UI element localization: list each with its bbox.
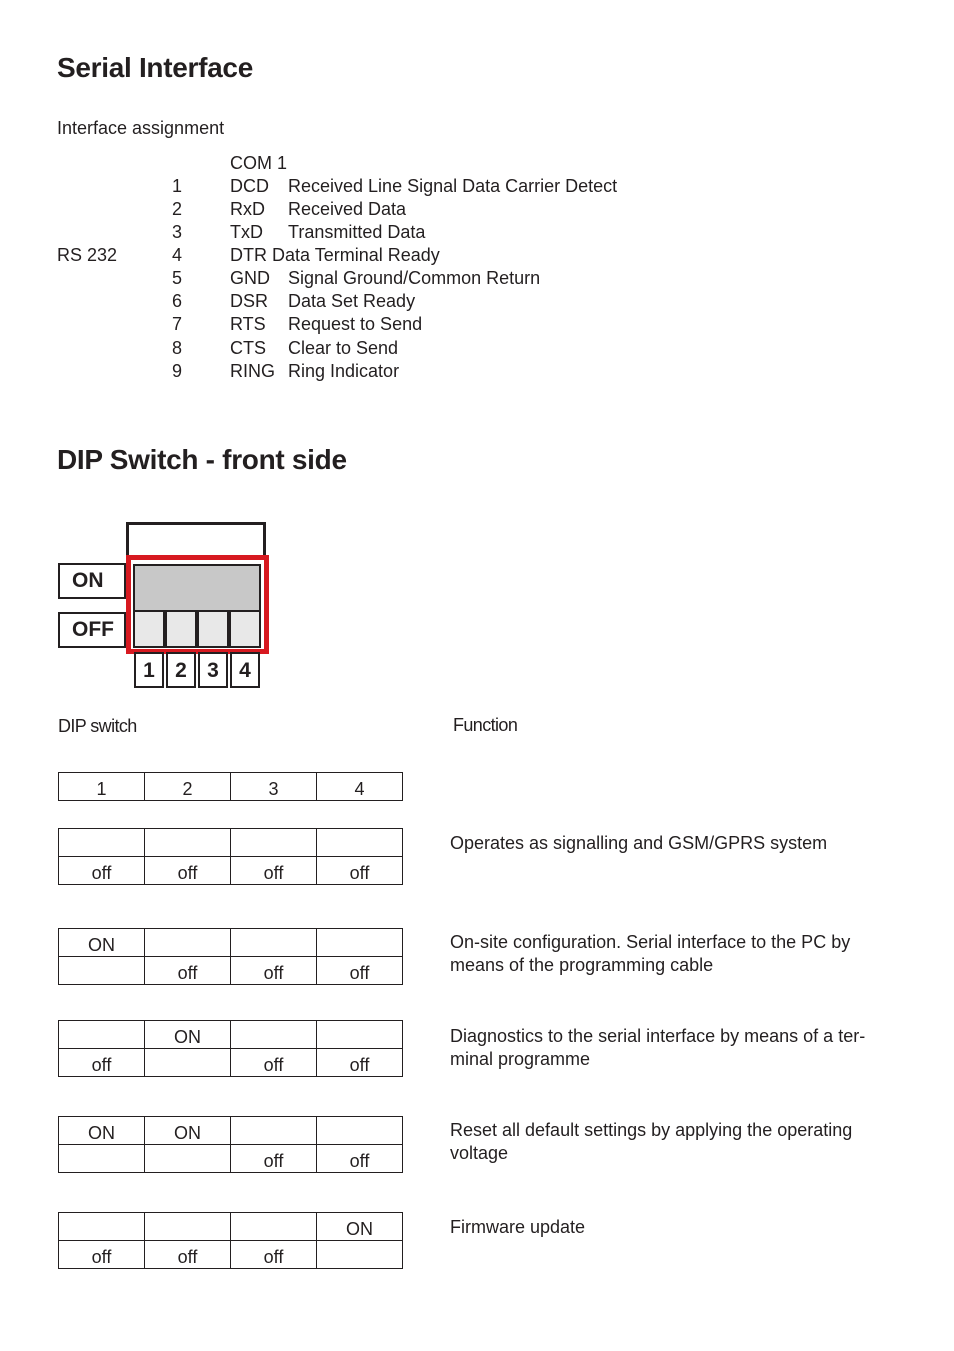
off-cell: off xyxy=(59,1049,145,1077)
header-cell: 3 xyxy=(231,773,317,801)
off-cell: off xyxy=(231,957,317,985)
pin-signal: GND xyxy=(230,268,270,288)
off-cell: off xyxy=(317,857,403,885)
function-description: Firmware update xyxy=(450,1217,586,1237)
header-cell: 4 xyxy=(317,773,403,801)
on-cell xyxy=(317,929,403,957)
off-cell: off xyxy=(317,1049,403,1077)
pin-number: 6 xyxy=(172,291,183,311)
off-cell: off xyxy=(317,957,403,985)
switch-number-header xyxy=(58,772,403,801)
port-label: COM 1 xyxy=(230,153,288,173)
dip-slot xyxy=(165,610,197,648)
pin-number: 1 xyxy=(172,176,183,196)
function-description: Diagnostics to the serial interface by means of a ter-minal programme xyxy=(450,1026,866,1069)
pin-signal: DSR xyxy=(230,291,269,311)
pin-signal: RTS xyxy=(230,314,266,334)
off-label: OFF xyxy=(58,612,126,648)
off-cell: off xyxy=(145,957,231,985)
on-cell: ON xyxy=(317,1213,403,1241)
function-description: On-site configuration. Serial interface to the PC by means of the programming cable xyxy=(450,932,851,975)
off-cell: off xyxy=(145,857,231,885)
pin-description: Received Line Signal Data Carrier Detect xyxy=(288,176,618,196)
switch-number: 1 xyxy=(134,652,164,688)
off-cell: off xyxy=(231,1145,317,1173)
dip-switch-title: DIP Switch - front side xyxy=(57,444,347,475)
on-cell xyxy=(59,1021,145,1049)
pin-signal: RxD xyxy=(230,199,265,219)
function-description: Reset all default settings by applying the operating voltage xyxy=(450,1120,853,1163)
on-cell: ON xyxy=(59,929,145,957)
function-description: Operates as signalling and GSM/GPRS system xyxy=(450,833,828,853)
pin-number: 4 xyxy=(172,245,183,265)
pin-description: Transmitted Data xyxy=(288,222,426,242)
pin-signal: DTR Data Terminal Ready xyxy=(230,245,440,265)
pin-description: Ring Indicator xyxy=(288,361,400,381)
header-cell: 1 xyxy=(59,773,145,801)
switch-config-table xyxy=(58,1116,403,1173)
on-cell xyxy=(59,829,145,857)
on-cell: ON xyxy=(145,1117,231,1145)
on-cell xyxy=(231,1213,317,1241)
interface-assignment-label: Interface assignment xyxy=(57,118,225,138)
on-cell xyxy=(317,1021,403,1049)
switch-number: 4 xyxy=(230,652,260,688)
on-cell: ON xyxy=(145,1021,231,1049)
switch-config-table xyxy=(58,1020,403,1077)
switch-config-table xyxy=(58,1212,403,1269)
pin-description: Received Data xyxy=(288,199,407,219)
pin-number: 8 xyxy=(172,338,183,358)
off-cell xyxy=(317,1241,403,1269)
dip-switch-body xyxy=(133,564,261,612)
pin-number: 9 xyxy=(172,361,183,381)
on-cell xyxy=(231,1117,317,1145)
dip-slot xyxy=(197,610,229,648)
on-cell xyxy=(231,829,317,857)
pin-number: 5 xyxy=(172,268,183,288)
on-cell: ON xyxy=(59,1117,145,1145)
off-cell xyxy=(59,1145,145,1173)
off-cell: off xyxy=(59,857,145,885)
pin-number: 3 xyxy=(172,222,183,242)
on-cell xyxy=(145,829,231,857)
off-cell: off xyxy=(317,1145,403,1173)
off-cell xyxy=(145,1145,231,1173)
on-cell xyxy=(317,829,403,857)
off-cell: off xyxy=(145,1241,231,1269)
dip-slot xyxy=(229,610,261,648)
pin-signal: DCD xyxy=(230,176,269,196)
pin-description: Request to Send xyxy=(288,314,423,334)
pin-signal: CTS xyxy=(230,338,266,358)
dip-slot xyxy=(133,610,165,648)
off-cell: off xyxy=(231,1049,317,1077)
on-cell xyxy=(145,1213,231,1241)
off-cell: off xyxy=(231,857,317,885)
switch-config-table xyxy=(58,928,403,985)
on-label: ON xyxy=(58,563,126,599)
off-cell: off xyxy=(59,1241,145,1269)
switch-number: 3 xyxy=(198,652,228,688)
switch-number: 2 xyxy=(166,652,196,688)
pin-number: 2 xyxy=(172,199,183,219)
dip-switch-column-heading: DIP switch xyxy=(58,716,137,736)
on-cell xyxy=(145,929,231,957)
rs232-label: RS 232 xyxy=(57,245,118,265)
pin-signal: RING xyxy=(230,361,275,381)
off-cell: off xyxy=(231,1241,317,1269)
pin-description: Data Set Ready xyxy=(288,291,416,311)
header-cell: 2 xyxy=(145,773,231,801)
function-column-heading: Function xyxy=(453,715,518,735)
off-cell xyxy=(145,1049,231,1077)
pin-signal: TxD xyxy=(230,222,263,242)
on-cell xyxy=(59,1213,145,1241)
pin-description: Clear to Send xyxy=(288,338,399,358)
pin-number: 7 xyxy=(172,314,183,334)
serial-interface-title: Serial Interface xyxy=(57,52,253,83)
switch-config-table xyxy=(58,828,403,885)
off-cell xyxy=(59,957,145,985)
on-cell xyxy=(231,1021,317,1049)
pin-description: Signal Ground/Common Return xyxy=(288,268,541,288)
on-cell xyxy=(231,929,317,957)
on-cell xyxy=(317,1117,403,1145)
